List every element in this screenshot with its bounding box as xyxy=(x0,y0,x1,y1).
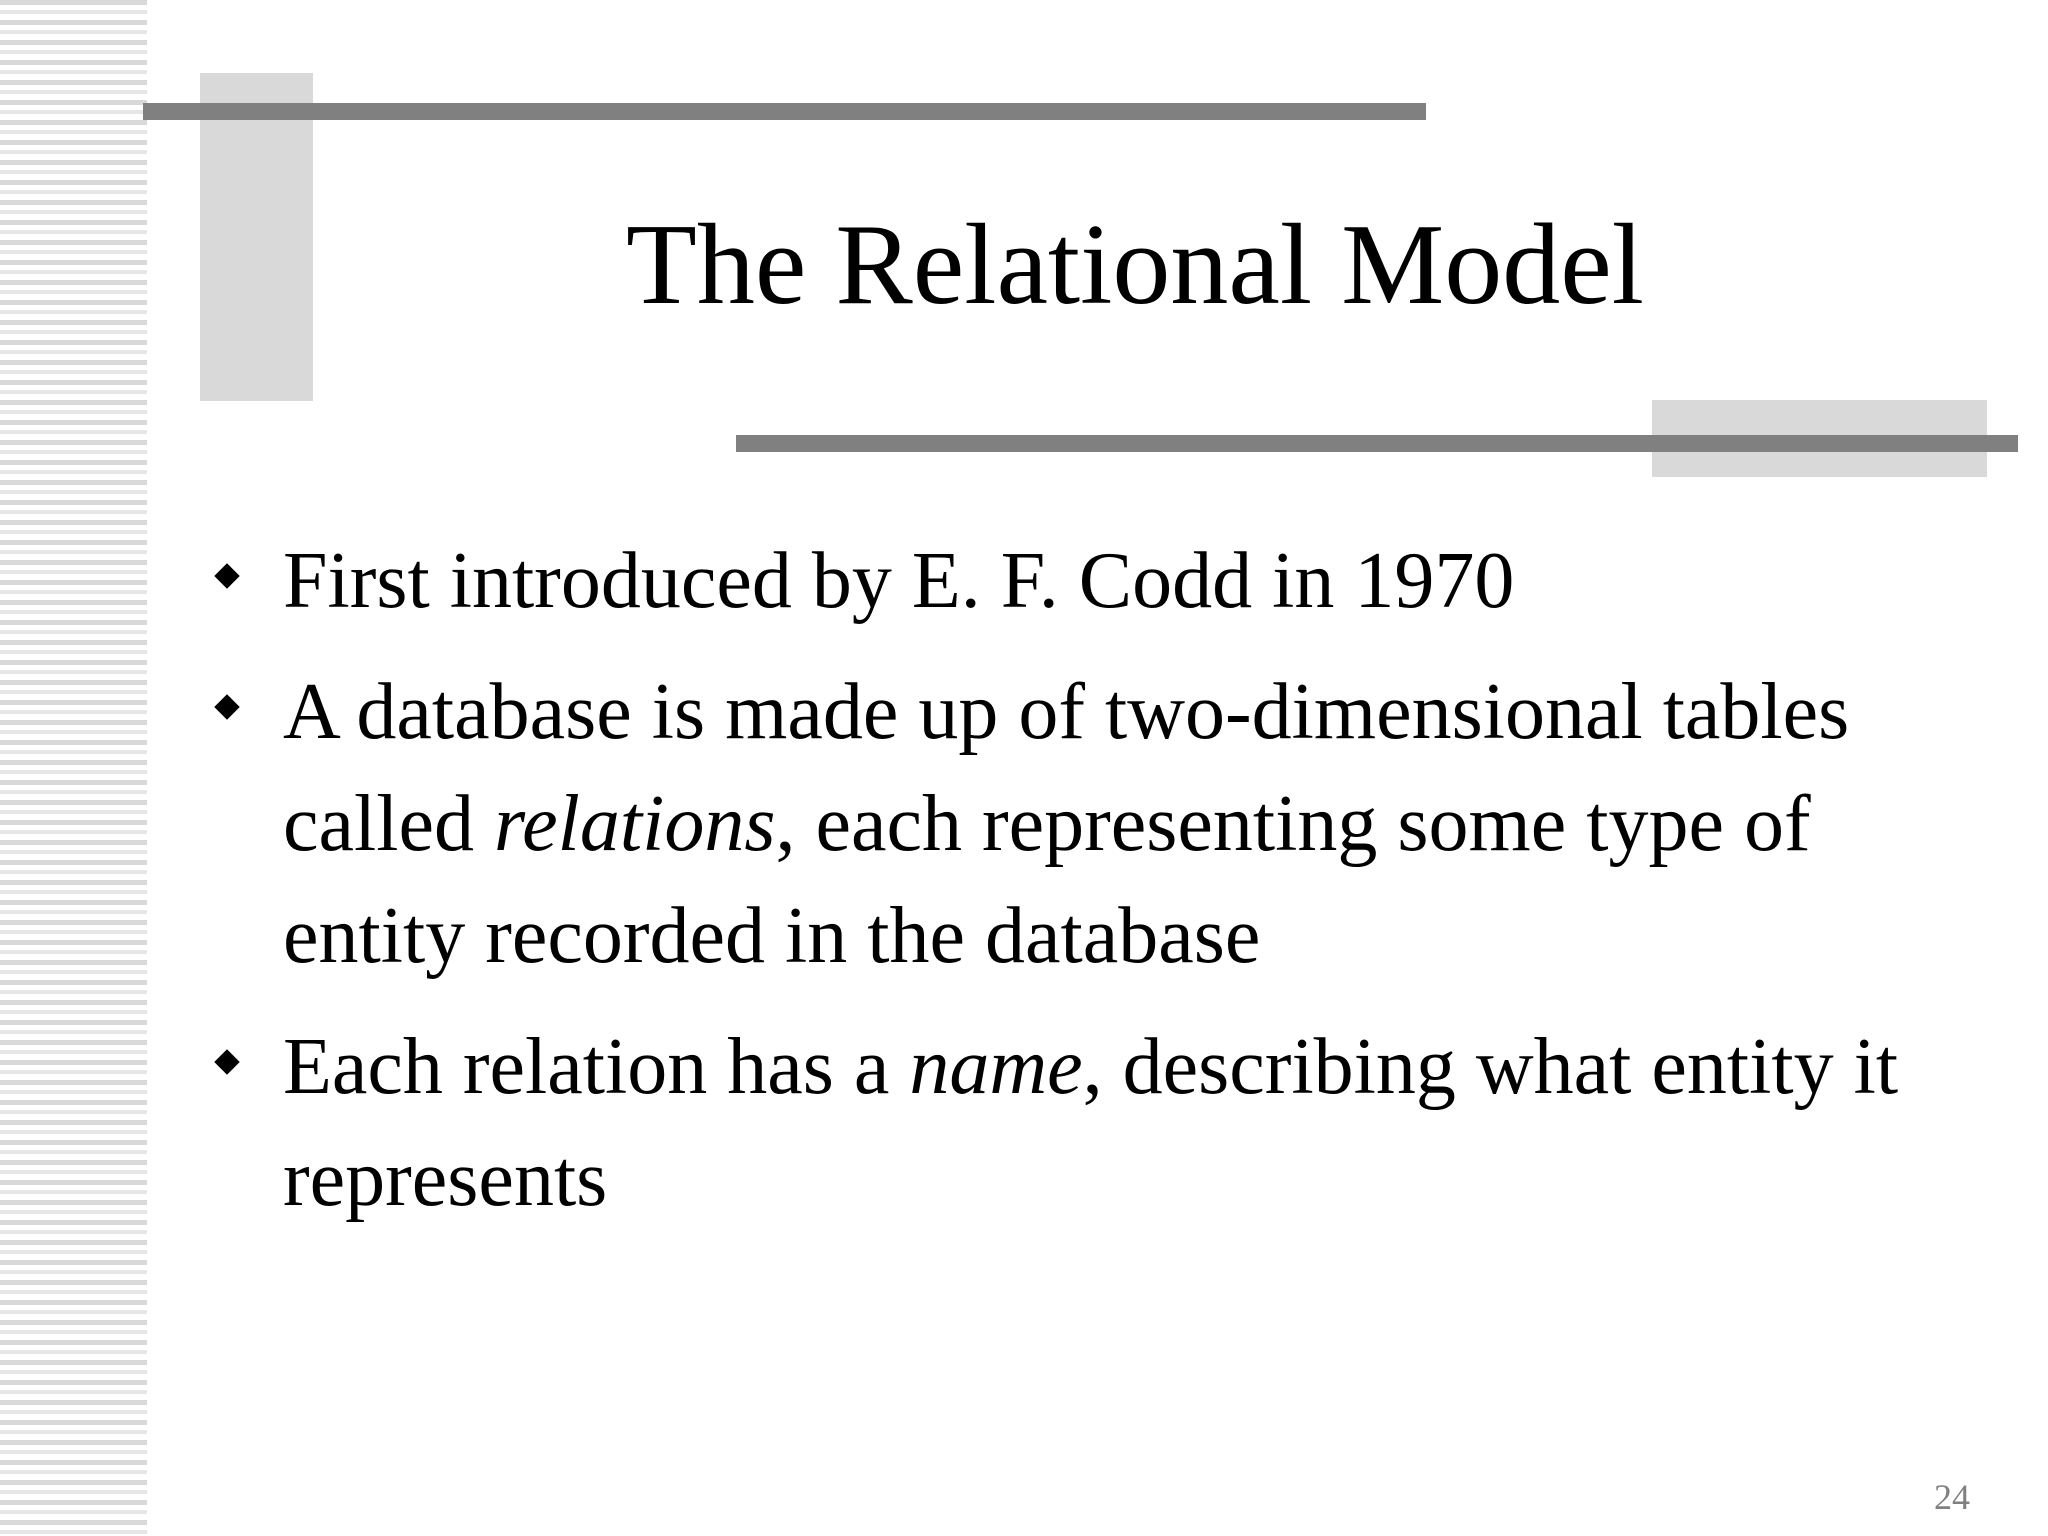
bullet-text xyxy=(283,668,1849,980)
side-stripes-decoration xyxy=(0,0,147,1536)
bullet-text-part: A database is made up of two-dimensional tables called xyxy=(283,668,1850,868)
bullet-item xyxy=(210,525,1970,637)
bullet-text xyxy=(283,537,1514,625)
bullet-text-part: , describing what entity it represents xyxy=(283,1023,1899,1223)
diamond-bullet-icon xyxy=(214,1049,240,1075)
diamond-bullet-icon xyxy=(214,694,240,720)
bullet-item xyxy=(210,1011,1970,1235)
page-number: 24 xyxy=(1934,1477,1970,1517)
slide-title: The Relational Model xyxy=(626,201,1644,329)
bullet-list xyxy=(210,525,1970,1254)
diamond-bullet-icon xyxy=(214,563,240,589)
bullet-text-part: , each representing some type of entity recorded in the database xyxy=(283,780,1811,980)
decorative-line-top xyxy=(143,103,1426,120)
bullet-item xyxy=(210,656,1970,992)
bullet-text xyxy=(283,1023,1898,1223)
decorative-line-right xyxy=(736,435,2018,452)
bullet-text-emphasis: relations xyxy=(493,780,776,868)
bullet-text-emphasis: name xyxy=(909,1023,1083,1111)
bullet-text-part: Each relation has a xyxy=(283,1023,910,1111)
bullet-text-part: First introduced by E. F. Codd in 1970 xyxy=(283,537,1515,625)
